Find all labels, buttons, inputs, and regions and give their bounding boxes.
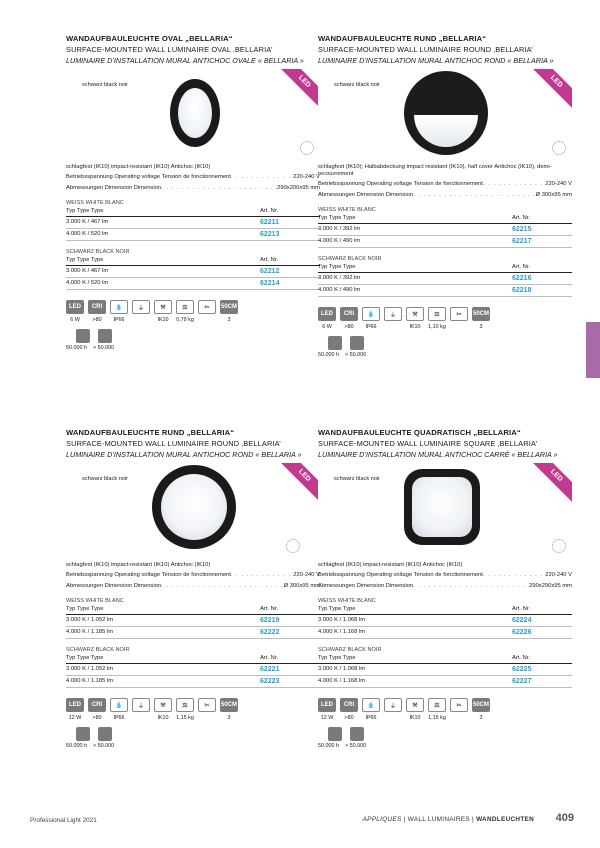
spec-value: 6 W [70,317,80,323]
title-de: WANDAUFBAULEUCHTE RUND „BELLARIA“ [318,34,487,43]
table-row: 4.000 K / 1.168 lm 62226 [318,627,572,639]
ik-hammer-icon: ⚒ [406,307,424,321]
article-number: 62222 [260,629,280,636]
table-row: 3.000 K / 1.068 lm 62224 [318,615,572,627]
dimension-spec: Abmessungen Dimension Dimension . . . Ø 300x95 mm [66,583,320,591]
table-row: 3.000 K / 467 lm 62211 [66,217,320,229]
spec-value: 1,10 kg [428,324,446,330]
table-row: 4.000 K / 1.185 lm 62223 [66,676,320,688]
distance-icon: 50CM [472,307,490,321]
article-number: 62216 [512,275,532,282]
spec-value: 0,79 kg [176,317,194,323]
ik-hammer-icon: ⚒ [154,698,172,712]
chapter-tab [586,322,600,378]
color-group-head: WEISS WHITE BLANC [318,598,376,604]
color-label: schwarz black noir [82,476,129,482]
color-group-head: WEISS WHITE BLANC [318,207,376,213]
led-badge: LED [278,69,320,108]
switching-cycles-icon [350,727,364,741]
spec-value: 3 [227,715,231,721]
ip-drop-icon: 💧 [362,698,380,712]
article-number: 62219 [260,617,280,624]
lamp-square-picture [404,469,480,545]
color-group-head: SCHWARZ BLACK NOIR [318,647,382,653]
switching-cycles-icon [98,727,112,741]
protection-class-icon: ⏚ [384,307,402,321]
switching-cycles-icon [350,336,364,350]
spec-value: IK10 [157,715,169,721]
description: schlagfest (IK10) impact-resistant (IK10) Antichoc (IK10) [66,562,211,568]
title-en: SURFACE-MOUNTED WALL LUMINAIRE SQUARE ‚BELLARIA’ [318,439,538,448]
spec-value [450,715,468,721]
led-icon: LED [318,307,336,321]
color-group-head: SCHWARZ BLACK NOIR [318,256,382,262]
led-badge: LED [530,69,572,108]
color-group-head: WEISS WHITE BLANC [66,598,124,604]
table-header: Typ Type Type Art. Nr. [66,653,320,664]
voltage-spec: Betriebsspannung Operating voltage Tension de fonctionnement . . . 220-240 V [318,181,572,189]
product-image [318,463,572,559]
lifetime-value: 50.000 h [66,743,87,749]
spec-value: 6 W [322,324,332,330]
article-number: 62217 [512,238,532,245]
spec-value [132,715,150,721]
article-number: 62218 [512,287,532,294]
ip-drop-icon: 💧 [110,698,128,712]
led-icon: LED [66,698,84,712]
spec-value: >80 [344,715,354,721]
table-row: 3.000 K / 467 lm 62212 [66,266,320,278]
title-fr: LUMINAIRE D’INSTALLATION MURAL ANTICHOC CARRÉ « BELLARIA » [318,450,558,459]
switching-cycles-value: > 50.000 [92,743,115,749]
title-fr: LUMINAIRE D’INSTALLATION MURAL ANTICHOC ROND « BELLARIA » [318,56,554,65]
weight-icon: ⚖ [176,698,194,712]
title-de: WANDAUFBAULEUCHTE OVAL „BELLARIA“ [66,34,233,43]
protection-class-icon: ⏚ [132,300,150,314]
protection-class-icon: ⏚ [384,698,402,712]
weight-icon: ⚖ [428,698,446,712]
title-de: WANDAUFBAULEUCHTE RUND „BELLARIA“ [66,428,235,437]
product-image [318,69,572,161]
spec-value: 1,15 kg [428,715,446,721]
table-row: 3.000 K / 1.068 lm 62225 [318,664,572,676]
color-label: schwarz black noir [82,82,129,88]
description: schlagfest (IK10) impact-resistant (IK10) Antichoc (IK10) [318,562,463,568]
spec-value: IK10 [409,715,421,721]
table-row: 4.000 K / 490 lm 62217 [318,236,572,248]
lifetime-icon [76,727,90,741]
page-number: 409 [555,812,574,824]
spec-value: 3 [479,715,483,721]
table-row: 4.000 K / 1.168 lm 62227 [318,676,572,688]
title-en: SURFACE-MOUNTED WALL LUMINAIRE ROUND ‚BELLARIA’ [66,439,281,448]
lifetime-icon [328,727,342,741]
table-row: 3.000 K / 392 lm 62216 [318,273,572,285]
ik-hammer-icon: ⚒ [154,300,172,314]
dimension-spec: Abmessungen Dimension Dimension . . . 290x290x95 mm [318,583,572,591]
led-badge: LED [530,463,572,502]
spec-value: >80 [344,324,354,330]
ik-icon [552,141,566,155]
table-header: Typ Type Type Art. Nr. [318,213,572,224]
spec-value [198,715,216,721]
title-fr: LUMINAIRE D’INSTALLATION MURAL ANTICHOC ROND « BELLARIA » [66,450,302,459]
article-number: 62214 [260,280,280,287]
product-panel-square [318,428,572,749]
article-number: 62223 [260,678,280,685]
article-number: 62224 [512,617,532,624]
cri-icon: CRI [340,698,358,712]
led-icon: LED [318,698,336,712]
voltage-spec: Betriebsspannung Operating voltage Tension de fonctionnement . . . 220-240 V [318,572,572,580]
lifetime-icon [328,336,342,350]
distance-icon: 50CM [472,698,490,712]
ip-drop-icon: 💧 [110,300,128,314]
footer-category: APPLIQUES | WALL LUMINAIRES | WANDLEUCHTEN [362,816,534,823]
spec-value: 12 W [68,715,82,721]
footer-brand: Professional Light 2021 [30,817,97,824]
table-row: 4.000 K / 520 lm 62213 [66,229,320,241]
spec-value: IP66 [365,715,377,721]
article-number: 62227 [512,678,532,685]
title-de: WANDAUFBAULEUCHTE QUADRATISCH „BELLARIA“ [318,428,521,437]
table-row: 4.000 K / 1.185 lm 62222 [66,627,320,639]
lifetime-value: 50.000 h [66,345,87,351]
spec-value [450,324,468,330]
lifetime-value: 50.000 h [318,352,339,358]
protection-class-icon: ⏚ [132,698,150,712]
title-en: SURFACE-MOUNTED WALL LUMINAIRE OVAL ‚BELLARIA’ [66,45,273,54]
spec-value [384,715,402,721]
dimension-spec: Abmessungen Dimension Dimension . . . 290x200x95 mm [66,185,320,193]
color-group-head: SCHWARZ BLACK NOIR [66,249,130,255]
spec-value: IK10 [409,324,421,330]
ik-icon [552,539,566,553]
table-header: Typ Type Type Art. Nr. [66,604,320,615]
cri-icon: CRI [88,698,106,712]
cutout-icon: ✂ [450,307,468,321]
table-row: 3.000 K / 1.052 lm 62221 [66,664,320,676]
ip-drop-icon: 💧 [362,307,380,321]
table-header: Typ Type Type Art. Nr. [66,255,320,266]
ik-icon [300,141,314,155]
table-row: 3.000 K / 1.052 lm 62219 [66,615,320,627]
table-header: Typ Type Type Art. Nr. [66,206,320,217]
cri-icon: CRI [340,307,358,321]
distance-icon: 50CM [220,300,238,314]
color-group-head: WEISS WHITE BLANC [66,200,124,206]
lifetime-icon [76,329,90,343]
led-icon: LED [66,300,84,314]
spec-value: >80 [92,715,102,721]
cutout-icon: ✂ [198,300,216,314]
weight-icon: ⚖ [176,300,194,314]
color-label: schwarz black noir [334,82,381,88]
product-image [66,463,320,559]
lamp-oval-picture [170,79,220,147]
weight-icon: ⚖ [428,307,446,321]
title-en: SURFACE-MOUNTED WALL LUMINAIRE ROUND ‚BELLARIA’ [318,45,533,54]
title-fr: LUMINAIRE D’INSTALLATION MURAL ANTICHOC OVALE « BELLARIA » [66,56,304,65]
ik-icon [286,539,300,553]
spec-value: IP66 [365,324,377,330]
table-header: Typ Type Type Art. Nr. [318,604,572,615]
dimension-spec: Abmessungen Dimension Dimension . . . Ø 300x95 mm [318,192,572,200]
cutout-icon: ✂ [450,698,468,712]
product-panel-round-half [318,34,572,358]
lamp-round-picture [152,465,236,549]
voltage-spec: Betriebsspannung Operating voltage Tension de fonctionnement . . . 220-240 V [66,572,320,580]
spec-value: 12 W [320,715,334,721]
color-label: schwarz black noir [334,476,381,482]
spec-value [132,317,150,323]
distance-icon: 50CM [220,698,238,712]
ik-hammer-icon: ⚒ [406,698,424,712]
article-number: 62225 [512,666,532,673]
description: schlagfest (IK10) impact-resistant (IK10) Antichoc (IK10) [66,164,211,170]
table-header: Typ Type Type Art. Nr. [318,262,572,273]
article-number: 62215 [512,226,532,233]
spec-value: IK10 [157,317,169,323]
lamp-half-cover-picture [404,71,488,155]
table-row: 4.000 K / 520 lm 62214 [66,278,320,290]
spec-value [384,324,402,330]
led-badge: LED [278,463,320,502]
voltage-spec: Betriebsspannung Operating voltage Tension de fonctionnement . . . 220-240 V [66,174,320,182]
spec-value: 3 [479,324,483,330]
spec-value: 1,15 kg [176,715,194,721]
article-number: 62212 [260,268,280,275]
product-image [66,69,320,161]
product-panel-oval [66,34,320,351]
switching-cycles-value: > 50.000 [344,352,367,358]
product-panel-round [66,428,320,749]
article-number: 62226 [512,629,532,636]
table-row: 3.000 K / 392 lm 62215 [318,224,572,236]
table-row: 4.000 K / 490 lm 62218 [318,285,572,297]
table-header: Typ Type Type Art. Nr. [318,653,572,664]
spec-value: IP66 [113,715,125,721]
cutout-icon: ✂ [198,698,216,712]
cri-icon: CRI [88,300,106,314]
description: schlagfest (IK10); Halbabdeckung impact resistant (IK10), half cover Antichoc (IK10), demi-recouvrement [318,164,552,177]
article-number: 62213 [260,231,280,238]
lifetime-value: 50.000 h [318,743,339,749]
switching-cycles-value: > 50.000 [344,743,367,749]
spec-value [198,317,216,323]
article-number: 62211 [260,219,280,226]
article-number: 62221 [260,666,280,673]
spec-value: >80 [92,317,102,323]
spec-value: IP66 [113,317,125,323]
switching-cycles-icon [98,329,112,343]
switching-cycles-value: > 50.000 [92,345,115,351]
spec-value: 3 [227,317,231,323]
color-group-head: SCHWARZ BLACK NOIR [66,647,130,653]
